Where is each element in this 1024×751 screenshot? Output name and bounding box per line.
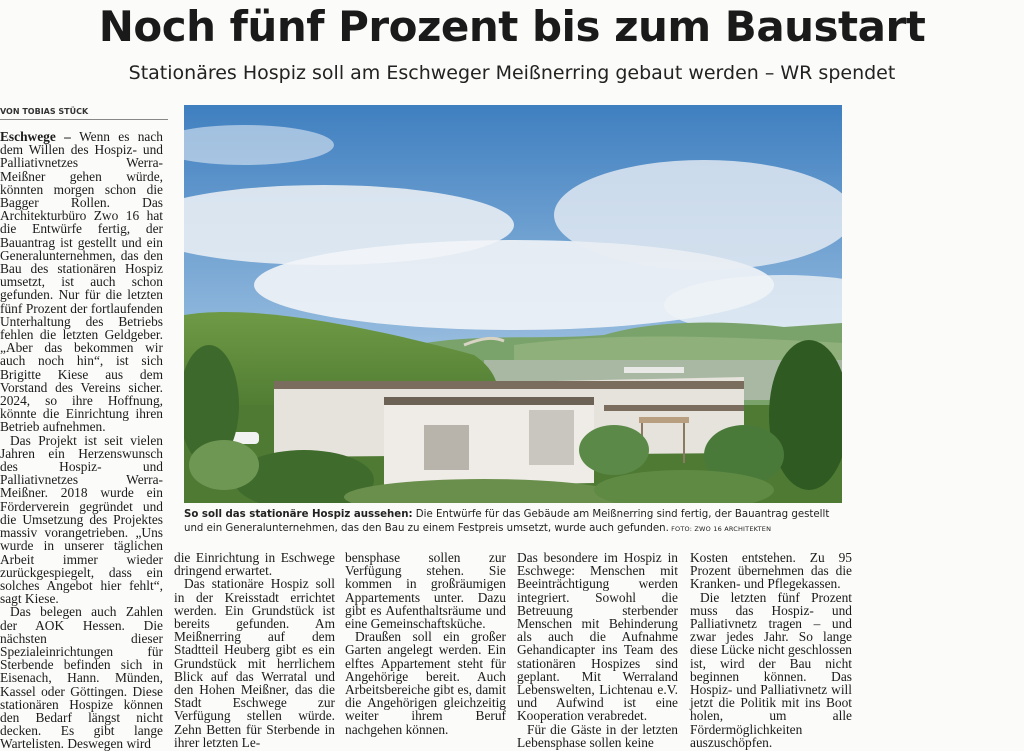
paragraph: Für die Gäste in der letzten Lebensphase sollen keine	[517, 721, 678, 750]
paragraph: bensphase sollen zur Verfügung stehen. Sie kommen in großräumigen Appartements unter. Dazu gibt es Aufenthaltsräume und eine Gemeinschaftsküche.	[345, 550, 506, 632]
paragraph: Die letzten fünf Prozent muss das Hospiz- und Palliativnetz tragen – und zwar jedes Jahr. So lange diese Lücke nicht geschlossen ist, wird der Bau nicht beginnen können. Das Hospiz- und Palliativnetz will jetzt die Politik mit ins Boot holen, um alle Fördermöglichkeiten auszuschöpfen.	[690, 589, 852, 750]
paragraph: Das belegen auch Zahlen der AOK Hessen. Die nächsten dieser Spezialeinrichtungen für Sterbende befinden sich in Eisenach, Hann. Münden, Kassel oder Göttingen. Diese stationären Hospize können den Bedarf längst nicht decken. Es gibt lange Wartelisten. Deswegen wird	[0, 604, 163, 751]
paragraph: Eschwege – Wenn es nach dem Willen des Hospiz- und Palliativnetzes Werra-Meißner gehen würde, könnten morgen schon die Bagger Rollen. Das Architekturbüro Zwo 16 hat die Entwürfe fertig, der Bauantrag ist gestellt und ein Generalunternehmen, das den Bau des stationären Hospiz umsetzt, ist auch schon gefunden. Nur für die letzten fünf Prozent der fortlaufenden Unterhaltung des Betriebs fehlen die letzten Geldgeber. „Aber das bekommen wir auch noch hin“, ist sich Brigitte Kiese aus dem Vorstand des Vereins sicher. 2024, so ihre Hoffnung, könnte die Einrichtung ihren Betrieb aufnehmen.	[0, 129, 163, 435]
article-column-4	[517, 551, 678, 749]
caption-lead: So soll das stationäre Hospiz aussehen:	[184, 509, 413, 520]
paragraph: Das stationäre Hospiz soll in der Kreisstadt errichtet werden. Ein Grundstück ist bereits gefunden. Am Meißnerring auf dem Stadtteil Heuberg gibt es ein Grundstück mit herrlichem Blick auf das Werratal und den Hohen Meißner, das die Stadt Eschwege zur Verfügung stellen würde. Zehn Betten für Sterbende in ihrer letzten Le-	[174, 576, 335, 750]
paragraph: die Einrichtung in Eschwege dringend erwartet.	[174, 550, 335, 579]
paragraph: Draußen soll ein großer Garten angelegt werden. Ein elftes Appartement steht für Angehörige bereit. Auch Arbeitsbereiche gibt es, damit die Angehörigen gleichzeitig weiter ihrem Beruf nachgehen können.	[345, 629, 506, 737]
paragraph: Das besondere im Hospiz in Eschwege: Menschen mit Beeinträchtigung werden integriert. Sowohl die Betreuung sterbender Menschen mit Behinderung als auch die Aufnahme Gehandicapter ins Team des stationären Hospizes sind geplant. Mit Werraland Lebenswelten, Lichtenau e.V. und Aufwind ist eine Kooperation verabredet.	[517, 550, 678, 724]
paragraph: Das Projekt ist seit vielen Jahren ein Herzenswunsch des Hospiz- und Palliativnetzes Werra-Meißner. 2018 wurde ein Förderverein gegründet und die Umsetzung des Projektes massiv vorangetrieben. „Uns wurde in unserer täglichen Arbeit immer wieder zurückgespiegelt, dass ein solches Angebot hier fehlt“, sagt Kiese.	[0, 432, 163, 607]
article-column-5	[690, 551, 852, 749]
caption-text: Die Entwürfe für das Gebäude am Meißnerring sind fertig, der Bauantrag gestellt und ein Generalunternehmen, das den Bau zu einem Festpreis umsetzt, wurde auch gefunden.	[184, 509, 830, 534]
article-column-1	[0, 130, 163, 751]
subheadline: Stationäres Hospiz soll am Eschweger Meißnerring gebaut werden – WR spendet	[128, 62, 896, 84]
hospice-rendering-photo	[184, 105, 842, 503]
article-column-3	[345, 551, 506, 736]
photo-credit: FOTO: ZWO 16 ARCHITEKTEN	[668, 525, 772, 533]
byline-divider	[0, 119, 168, 120]
photo-caption	[184, 508, 844, 536]
paragraph: Kosten entstehen. Zu 95 Prozent übernehmen das die Kranken- und Pflegekassen.	[690, 550, 852, 592]
dateline: Eschwege –	[0, 129, 80, 144]
headline: Noch fünf Prozent bis zum Baustart	[98, 2, 926, 51]
article-column-2	[174, 551, 335, 749]
byline: VON TOBIAS STÜCK	[0, 107, 89, 116]
